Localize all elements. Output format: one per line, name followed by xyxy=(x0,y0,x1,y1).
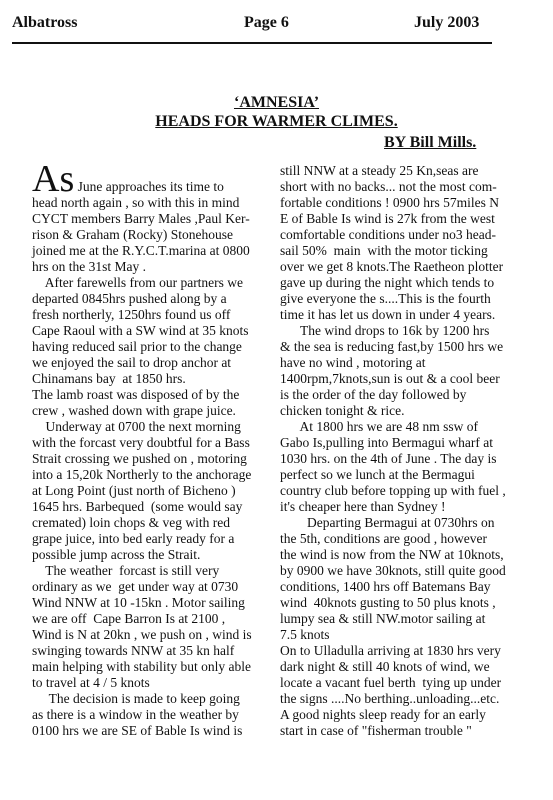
left-line: Cape Raoul with a SW wind at 35 knots xyxy=(32,323,249,338)
left-line: cremated) loin chops & veg with red xyxy=(32,515,230,530)
left-line: to travel at 4 / 5 knots xyxy=(32,675,150,690)
right-line: perfect so we lunch at the Bermagui xyxy=(280,467,475,482)
right-line: A good nights sleep ready for an early xyxy=(280,707,486,722)
publication-name: Albatross xyxy=(12,14,78,31)
left-line: at Long Point (just north of Bicheno ) xyxy=(32,483,236,498)
right-line: the wind is now from the NW at 10knots, xyxy=(280,547,504,562)
left-line: into a 15,20k Northerly to the anchorage xyxy=(32,467,252,482)
right-line: short with no backs... not the most com- xyxy=(280,179,497,194)
right-line: start in case of "fisherman trouble " xyxy=(280,723,472,738)
right-line: wind 40knots gusting to 50 plus knots , xyxy=(280,595,496,610)
right-line: fortable conditions ! 0900 hrs 57miles N xyxy=(280,195,499,210)
left-line: The decision is made to keep going xyxy=(32,691,240,706)
article-title-line1: ‘AMNESIA’ xyxy=(233,94,320,111)
right-line: conditions, 1400 hrs off Batemans Bay xyxy=(280,579,491,594)
left-line: having reduced sail prior to the change xyxy=(32,339,242,354)
right-line: Departing Bermagui at 0730hrs on xyxy=(280,515,495,530)
right-line: time it has let us down in under 4 years. xyxy=(280,307,496,322)
right-line: the signs ....No berthing..unloading...etc. xyxy=(280,691,500,706)
left-line: swinging towards NNW at 35 kn half xyxy=(32,643,235,658)
drop-cap: As xyxy=(32,158,75,200)
left-line: The lamb roast was disposed of by the xyxy=(32,387,240,402)
left-line: crew , washed down with grape juice. xyxy=(32,403,236,418)
right-line: Gabo Is,pulling into Bermagui wharf at xyxy=(280,435,493,450)
right-line: it's cheaper here than Sydney ! xyxy=(280,499,446,514)
right-line: have no wind , motoring at xyxy=(280,355,426,370)
right-line: by 0900 we have 30knots, still quite good xyxy=(280,563,506,578)
left-line: Wind is N at 20kn , we push on , wind is xyxy=(32,627,252,642)
left-line: Underway at 0700 the next morning xyxy=(32,419,241,434)
right-line: & the sea is reducing fast,by 1500 hrs we xyxy=(280,339,504,354)
left-line: 0100 hrs we are SE of Bable Is wind is xyxy=(32,723,243,738)
right-line: comfortable conditions under no3 head- xyxy=(280,227,496,242)
left-line: Chinamans bay at 1850 hrs. xyxy=(32,371,186,386)
right-line: sail 50% main with the motor ticking xyxy=(280,243,488,258)
left-line: rison & Graham (Rocky) Stonehouse xyxy=(32,227,233,242)
left-column xyxy=(32,158,272,739)
right-column xyxy=(280,163,530,739)
left-line xyxy=(32,158,272,200)
left-line: we enjoyed the sail to drop anchor at xyxy=(32,355,232,370)
right-line: country club before topping up with fuel , xyxy=(280,483,506,498)
right-line: locate a vacant fuel berth tying up under xyxy=(280,675,502,690)
right-line: At 1800 hrs we are 48 nm ssw of xyxy=(280,419,478,434)
header-rule xyxy=(12,42,492,44)
left-line: main helping with stability but only able xyxy=(32,659,251,674)
right-line: 1030 hrs. on the 4th of June . The day is xyxy=(280,451,497,466)
right-line: 7.5 knots xyxy=(280,627,330,642)
left-line: departed 0845hrs pushed along by a xyxy=(32,291,227,306)
right-line: 1400rpm,7knots,sun is out & a cool beer xyxy=(280,371,500,386)
left-line: 1645 hrs. Barbequed (some would say xyxy=(32,499,243,514)
right-line: chicken tonight & rice. xyxy=(280,403,405,418)
left-line: After farewells from our partners we xyxy=(32,275,244,290)
right-line: On to Ulladulla arriving at 1830 hrs very xyxy=(280,643,501,658)
issue-date: July 2003 xyxy=(414,14,480,31)
left-line: as there is a window in the weather by xyxy=(32,707,239,722)
right-line: give everyone the s....This is the fourth xyxy=(280,291,491,306)
right-line: lumpy sea & still NW.motor sailing at xyxy=(280,611,486,626)
left-line: Wind NNW at 10 -15kn . Motor sailing xyxy=(32,595,245,610)
page-header xyxy=(12,14,492,36)
left-line: we are off Cape Barron Is at 2100 , xyxy=(32,611,226,626)
right-line: over we get 8 knots.The Raetheon plotter xyxy=(280,259,504,274)
left-line: fresh northerly, 1250hrs found us off xyxy=(32,307,231,322)
left-line: with the forcast very doubtful for a Bass xyxy=(32,435,250,450)
right-line: still NNW at a steady 25 Kn,seas are xyxy=(280,163,479,178)
left-line-text: June approaches its time to xyxy=(74,179,224,194)
right-line: The wind drops to 16k by 1200 hrs xyxy=(280,323,490,338)
left-line: possible jump across the Strait. xyxy=(32,547,201,562)
left-line: Strait crossing we pushed on , motoring xyxy=(32,451,247,466)
left-line: head north again , so with this in mind xyxy=(32,195,240,210)
left-line: joined me at the R.Y.C.T.marina at 0800 xyxy=(32,243,250,258)
right-line: dark night & still 40 knots of wind, we xyxy=(280,659,490,674)
left-line: grape juice, into bed early ready for a xyxy=(32,531,235,546)
page-number: Page 6 xyxy=(244,14,289,31)
article-title-line2: HEADS FOR WARMER CLIMES. xyxy=(155,113,398,130)
left-line: The weather forcast is still very xyxy=(32,563,220,578)
right-line: is the order of the day followed by xyxy=(280,387,467,402)
left-line: CYCT members Barry Males ,Paul Ker- xyxy=(32,211,250,226)
article-byline: BY Bill Mills. xyxy=(384,134,477,151)
right-line: the 5th, conditions are good , however xyxy=(280,531,487,546)
right-line: E of Bable Is wind is 27k from the west xyxy=(280,211,495,226)
right-line: gave up during the night which tends to xyxy=(280,275,495,290)
left-line: ordinary as we get under way at 0730 xyxy=(32,579,239,594)
left-line: hrs on the 31st May . xyxy=(32,259,146,274)
